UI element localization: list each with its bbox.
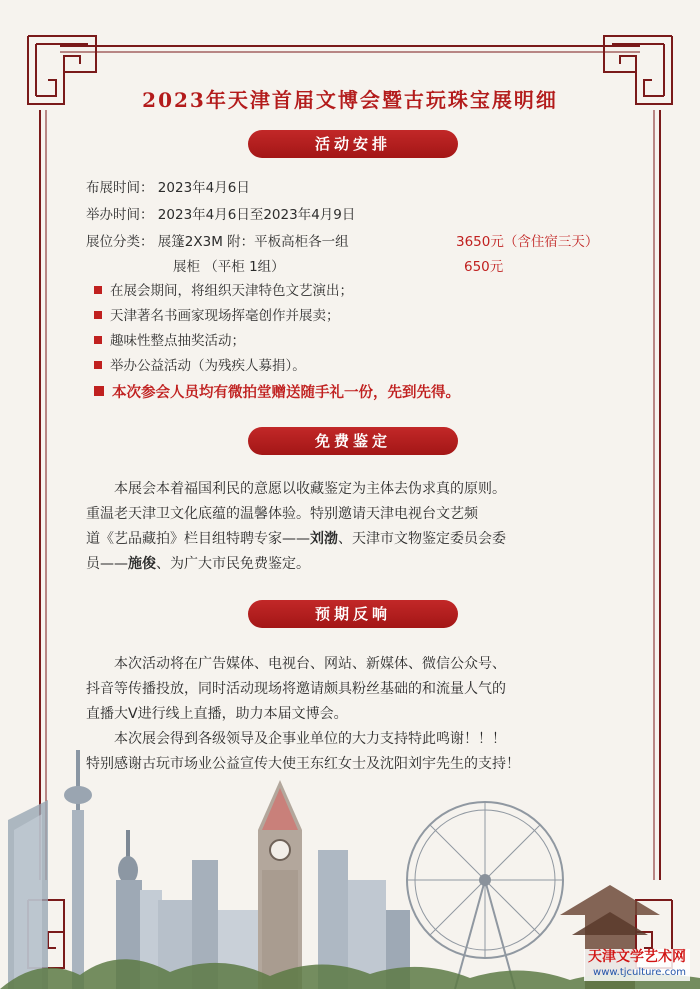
list-item-text: 在展会期间，将组织天津特色文艺演出； [110,283,353,299]
watermark-name: 天津文学艺术网 [588,949,686,965]
event-time-row [86,203,355,223]
gift-highlight [94,381,460,402]
list-item [94,329,245,349]
appraisal-line-1: 本展会本着福国利民的意愿以收藏鉴定为主体去伪求真的原则。 [114,481,506,497]
event-time-label: 举办时间： [86,207,154,223]
booth-type-label: 展位分类： [86,234,154,250]
feedback-line-3: 直播大V进行线上直播，助力本届文博会。 [86,706,348,722]
event-time-value: 2023年4月6日至2023年4月9日 [157,207,356,223]
list-item-text: 举办公益活动（为残疾人募捐）。 [110,358,306,374]
appraisal-line-3 [86,528,506,548]
bullet-square-icon [94,336,102,344]
setup-time-value: 2023年4月6日 [157,180,250,196]
expert-name-liubo: 刘渤 [310,531,338,547]
gift-text-pre: 本次参会人员均有 [112,385,228,401]
appraisal-line-3-pre: 道《艺品藏拍》栏目组特聘专家—— [86,531,310,547]
appraisal-line-4-pre: 员—— [86,556,128,572]
watermark-url: www.tjculture.com [593,967,686,978]
page-title: 2023年天津首届文博会暨古玩珠宝展明细 [142,88,558,112]
booth-tent-price: 3650元（含住宿三天） [456,234,599,250]
setup-time-label: 布展时间： [86,180,154,196]
feedback-line-2: 抖音等传播投放，同时活动现场将邀请颇具粉丝基础的和流量人气的 [86,681,506,697]
appraisal-line-4-post: 、为广大市民免费鉴定。 [156,556,310,572]
list-item [94,354,306,374]
feedback-line-1: 本次活动将在广告媒体、电视台、网站、新媒体、微信公众号、 [114,656,506,672]
booth-cabinet-price: 650元 [464,259,504,275]
feedback-line-4: 本次展会得到各级领导及企事业单位的大力支持特此鸣谢！！！ [114,731,506,747]
bullet-square-icon [94,361,102,369]
section-heading-appraisal: 免费鉴定 [248,427,458,455]
site-watermark [584,949,690,981]
appraisal-line-3-post: 、天津市文物鉴定委员会委 [338,531,506,547]
bullet-square-icon [94,311,102,319]
bullet-square-icon [94,286,102,294]
gift-text-post: 赠送随手礼一份，先到先得。 [271,385,460,401]
list-item-text: 趣味性整点抽奖活动； [110,333,245,349]
section-heading-feedback: 预期反响 [248,600,458,628]
setup-time-row [86,176,250,196]
booth-type-row [86,230,349,250]
section-heading-activity: 活动安排 [248,130,458,158]
feedback-line-5: 特别感谢古玩市场业公益宣传大使王东红女士及沈阳刘宇先生的支持！ [86,756,520,772]
booth-cabinet-text: 展柜 （平柜 1组） [173,259,285,275]
appraisal-line-4 [86,553,310,573]
expert-name-shijun: 施俊 [128,556,156,572]
list-item [94,279,353,299]
gift-sponsor-name: 微拍堂 [228,385,272,401]
booth-tent-text: 展篷2X3M 附：平板高柜各一组 [157,234,349,250]
list-item [94,304,340,324]
appraisal-line-2: 重温老天津卫文化底蕴的温馨体验。特别邀请天津电视台文艺频 [86,506,478,522]
list-item-text: 天津著名书画家现场挥毫创作并展卖； [110,308,340,324]
bullet-square-icon [94,386,104,396]
